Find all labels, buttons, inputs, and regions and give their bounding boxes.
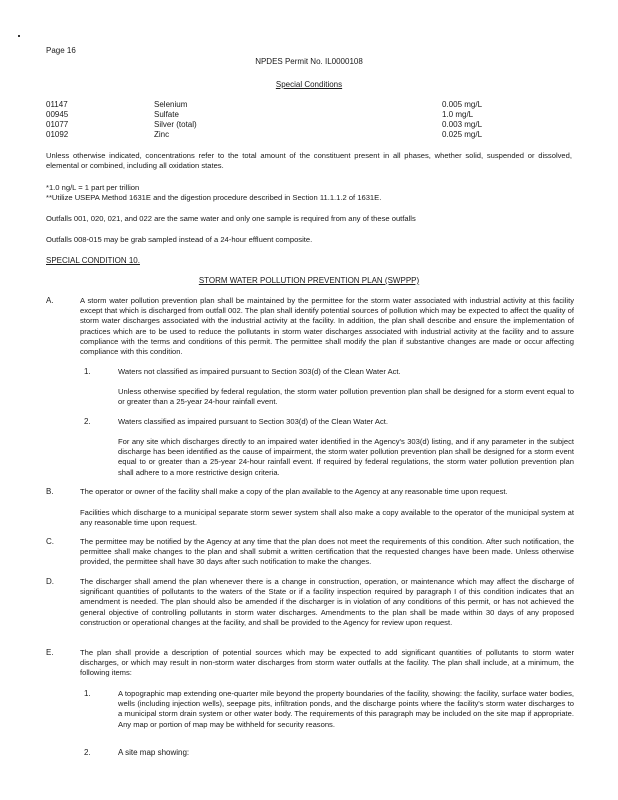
section-e-item-2-text: A site map showing: <box>118 748 190 757</box>
method-note: **Utilize USEPA Method 1631E and the digestion procedure described in Section 11.1.1.2 of 1631E. <box>46 193 382 202</box>
parameter-code: 01147 <box>46 100 68 109</box>
parameter-value: 0.025 mg/L <box>442 130 483 139</box>
parameter-code: 01092 <box>46 130 69 139</box>
section-c-label: C. <box>46 537 54 546</box>
section-c-text: The permittee may be notified by the Agency at any time that the plan does not meet the requirements of this condition. After such notification, the permittee shall make changes to the plan and shall submit a written certification that the requested changes have been made. Unless otherwise provided, the permittee shall have 30 days after such notification to make the changes. <box>80 537 574 567</box>
parameter-row <box>46 120 566 130</box>
section-d-label: D. <box>46 577 54 586</box>
swppp-title: STORM WATER POLLUTION PREVENTION PLAN (SWPPP) <box>198 276 420 285</box>
parameter-row <box>46 130 566 140</box>
outfalls-grab-note: Outfalls 008-015 may be grab sampled instead of a 24-hour effluent composite. <box>46 235 313 244</box>
section-b-text-2: Facilities which discharge to a municipal separate storm sewer system shall also make a copy available to the operator of the municipal system at any reasonable time upon request. <box>80 508 574 528</box>
special-conditions-title: Special Conditions <box>275 80 343 89</box>
section-a-item-1-number: 1. <box>84 367 91 376</box>
parameter-row <box>46 100 566 110</box>
parameter-name: Sulfate <box>154 110 179 119</box>
parameter-value: 0.003 mg/L <box>442 120 483 129</box>
section-a-text: A storm water pollution prevention plan shall be maintained by the permittee for the storm water associated with industrial activity at this facility except that which is discharged from outfall 002. The plan shall identify potential sources of pollution which may be expected to affect the quality of storm water discharges associated with the industrial activity at the facility. In addition, the plan shall describe and ensure the implementation of practices which are to be used to reduce the pollutants in storm water discharges associated with industrial activity at the facility and to assure compliance with the terms and conditions of this permit. The permittee shall modify the plan if substantive changes are made or occur affecting compliance with this condition. <box>80 296 574 357</box>
special-condition-label: SPECIAL CONDITION 10. <box>46 256 140 265</box>
section-a-item-1-title: Waters not classified as impaired pursuant to Section 303(d) of the Clean Water Act. <box>118 367 401 376</box>
parameter-name: Zinc <box>154 130 170 139</box>
section-a-item-2-title: Waters classified as impaired pursuant to Section 303(d) of the Clean Water Act. <box>118 417 388 426</box>
concentration-note: Unless otherwise indicated, concentrations refer to the total amount of the constituent present in all phases, whether solid, suspended or dissolved, elemental or combined, including all oxidation states. <box>46 151 572 171</box>
page-number: Page 16 <box>46 46 76 55</box>
parameter-code: 00945 <box>46 110 69 119</box>
section-b-label: B. <box>46 487 54 496</box>
parameter-row <box>46 110 566 120</box>
parameter-name: Silver (total) <box>154 120 197 129</box>
permit-number: NPDES Permit No. IL0000108 <box>255 57 363 66</box>
section-a-item-1-text: Unless otherwise specified by federal regulation, the storm water pollution prevention plan shall be designed for a storm event equal to or greater than a 25-year 24-hour rainfall event. <box>118 387 574 407</box>
scan-speck <box>18 35 20 37</box>
section-a-label: A. <box>46 296 54 305</box>
parameter-code: 01077 <box>46 120 69 129</box>
section-e-text: The plan shall provide a description of potential sources which may be expected to add significant quantities of pollutants to storm water discharges, or which may result in non-storm water discharges from storm water outfalls at the facility. The plan shall include, at a minimum, the following items: <box>80 648 574 678</box>
section-b-text: The operator or owner of the facility shall make a copy of the plan available to the Agency at any reasonable time upon request. <box>80 487 508 496</box>
section-e-label: E. <box>46 648 54 657</box>
section-a-item-2-text: For any site which discharges directly to an impaired water identified in the Agency's 303(d) listing, and if any parameter in the subject discharge has been identified as the cause of impairment, the storm water pollution prevention plan shall be designed for a storm event equal to or greater than a 25-year 24-hour rainfall event. If required by federal regulations, the storm water pollution prevention plan shall adhere to a more restrictive design criteria. <box>118 437 574 477</box>
section-e-item-1-number: 1. <box>84 689 91 698</box>
section-e-item-1-text: A topographic map extending one-quarter mile beyond the property boundaries of the facility, showing: the facility, surface water bodies, wells (including injection wells), seepage pits, infiltration ponds, and the discharge points where the facility's storm water discharges to a municipal storm drain system or other water body. The requirements of this paragraph may be included on the site map if appropriate. Any map or portion of map may be withheld for security reasons. <box>118 689 574 729</box>
parameter-value: 0.005 mg/L <box>442 100 483 109</box>
section-e-item-2-number: 2. <box>84 748 91 757</box>
outfalls-note: Outfalls 001, 020, 021, and 022 are the same water and only one sample is required from any of these outfalls <box>46 214 416 223</box>
section-a-item-2-number: 2. <box>84 417 91 426</box>
ppt-note: *1.0 ng/L = 1 part per trillion <box>46 183 140 192</box>
section-d-text: The discharger shall amend the plan whenever there is a change in construction, operation, or maintenance which may affect the discharge of significant quantities of pollutants to the waters of the State or if a facility inspection required by paragraph I of this condition indicates that an amendment is needed. The plan should also be amended if the discharger is in violation of any conditions of this permit, or has not achieved the general objective of controlling pollutants in storm water discharges. Amendments to the plan shall be made within 30 days of any proposed construction or operational changes at the facility, and shall be provided to the Agency for review upon request. <box>80 577 574 627</box>
parameter-name: Selenium <box>154 100 188 109</box>
parameter-value: 1.0 mg/L <box>442 110 474 119</box>
